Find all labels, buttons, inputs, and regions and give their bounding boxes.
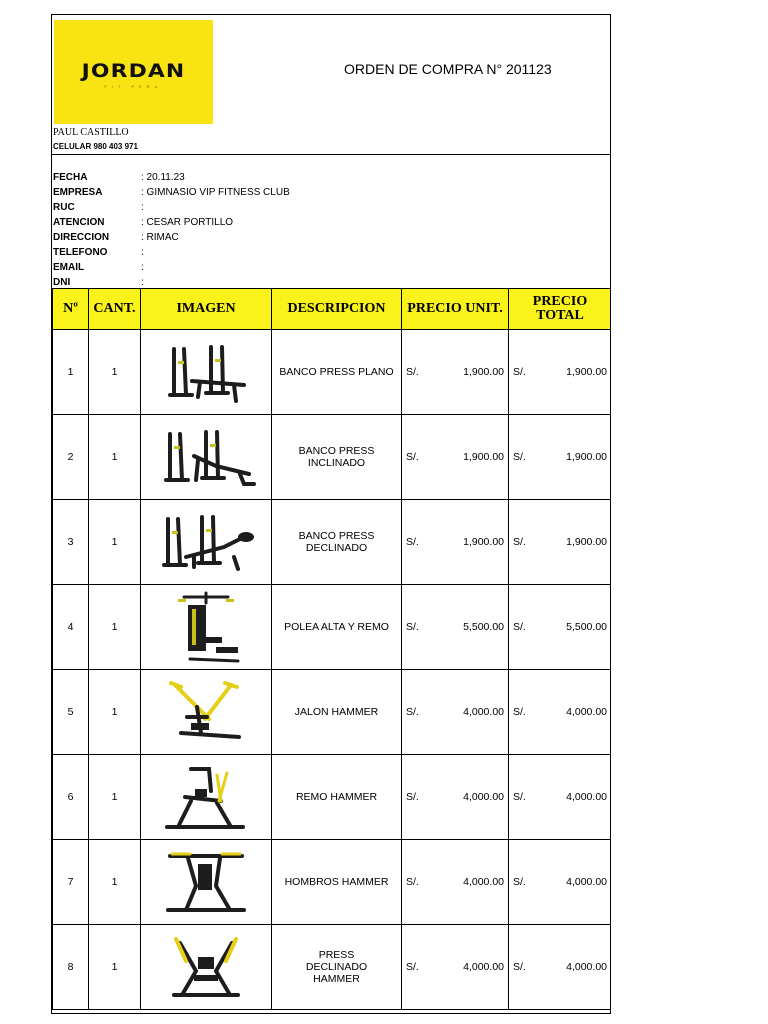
info-label: DIRECCION bbox=[53, 232, 110, 243]
total-amount: 1,900.00 bbox=[566, 536, 607, 548]
header-divider bbox=[52, 154, 610, 155]
lat-pulldown-row-machine-icon bbox=[166, 589, 246, 665]
order-info bbox=[52, 170, 610, 290]
hammer-shoulder-press-icon bbox=[160, 846, 252, 918]
row-description: REMO HAMMER bbox=[272, 755, 402, 840]
row-unit-price bbox=[402, 585, 509, 670]
row-number: 1 bbox=[53, 330, 89, 415]
info-label: DNI bbox=[53, 277, 71, 288]
currency-symbol: S/. bbox=[406, 451, 419, 463]
row-total bbox=[509, 840, 612, 925]
flat-bench-press-icon bbox=[156, 337, 256, 407]
unit-price-amount: 1,900.00 bbox=[463, 366, 504, 378]
row-quantity: 1 bbox=[89, 925, 141, 1010]
total-amount: 4,000.00 bbox=[566, 706, 607, 718]
row-number: 8 bbox=[53, 925, 89, 1010]
row-image bbox=[141, 925, 272, 1010]
currency-symbol: S/. bbox=[406, 876, 419, 888]
info-label: RUC bbox=[53, 202, 75, 213]
row-description: POLEA ALTA Y REMO bbox=[272, 585, 402, 670]
decline-bench-press-icon bbox=[154, 507, 259, 577]
row-total bbox=[509, 755, 612, 840]
row-quantity: 1 bbox=[89, 330, 141, 415]
hammer-pulldown-machine-icon bbox=[161, 677, 251, 747]
table-header-row bbox=[53, 289, 612, 330]
contact-phone: CELULAR 980 403 971 bbox=[53, 142, 138, 151]
logo-subtext: FIT PERU bbox=[104, 84, 163, 89]
currency-symbol: S/. bbox=[406, 536, 419, 548]
row-unit-price bbox=[402, 925, 509, 1010]
row-total bbox=[509, 670, 612, 755]
info-value: : bbox=[141, 262, 144, 273]
row-image bbox=[141, 415, 272, 500]
unit-price-amount: 4,000.00 bbox=[463, 706, 504, 718]
currency-symbol: S/. bbox=[513, 876, 526, 888]
row-unit-price bbox=[402, 330, 509, 415]
info-row-direccion bbox=[52, 230, 610, 245]
currency-symbol: S/. bbox=[513, 366, 526, 378]
table-row bbox=[53, 670, 612, 755]
header-total-price bbox=[509, 289, 612, 330]
unit-price-amount: 4,000.00 bbox=[463, 876, 504, 888]
unit-price-amount: 4,000.00 bbox=[463, 791, 504, 803]
row-unit-price bbox=[402, 670, 509, 755]
row-quantity: 1 bbox=[89, 415, 141, 500]
currency-symbol: S/. bbox=[513, 536, 526, 548]
row-image bbox=[141, 585, 272, 670]
row-description bbox=[272, 925, 402, 1010]
total-amount: 1,900.00 bbox=[566, 366, 607, 378]
header-unit-price: PRECIO UNIT. bbox=[402, 289, 509, 330]
table-row bbox=[53, 500, 612, 585]
table-row bbox=[53, 415, 612, 500]
info-row-telefono bbox=[52, 245, 610, 260]
unit-price-amount: 4,000.00 bbox=[463, 961, 504, 973]
info-label: EMAIL bbox=[53, 262, 85, 273]
row-unit-price bbox=[402, 500, 509, 585]
total-amount: 5,500.00 bbox=[566, 621, 607, 633]
row-quantity: 1 bbox=[89, 670, 141, 755]
total-amount: 1,900.00 bbox=[566, 451, 607, 463]
row-total bbox=[509, 585, 612, 670]
row-number: 5 bbox=[53, 670, 89, 755]
row-quantity: 1 bbox=[89, 755, 141, 840]
row-description: HOMBROS HAMMER bbox=[272, 840, 402, 925]
unit-price-amount: 1,900.00 bbox=[463, 451, 504, 463]
currency-symbol: S/. bbox=[406, 621, 419, 633]
hammer-row-machine-icon bbox=[161, 761, 251, 833]
currency-symbol: S/. bbox=[513, 451, 526, 463]
row-unit-price bbox=[402, 415, 509, 500]
purchase-order-sheet bbox=[51, 14, 611, 1014]
row-description: BANCO PRESS PLANO bbox=[272, 330, 402, 415]
table-row bbox=[53, 330, 612, 415]
row-total bbox=[509, 330, 612, 415]
currency-symbol: S/. bbox=[406, 961, 419, 973]
info-label: EMPRESA bbox=[53, 187, 103, 198]
row-number: 2 bbox=[53, 415, 89, 500]
info-row-email bbox=[52, 260, 610, 275]
order-title: ORDEN DE COMPRA N° 201123 bbox=[344, 61, 552, 77]
currency-symbol: S/. bbox=[406, 366, 419, 378]
row-number: 4 bbox=[53, 585, 89, 670]
row-number: 6 bbox=[53, 755, 89, 840]
info-row-ruc bbox=[52, 200, 610, 215]
currency-symbol: S/. bbox=[406, 706, 419, 718]
row-quantity: 1 bbox=[89, 585, 141, 670]
currency-symbol: S/. bbox=[513, 791, 526, 803]
row-number: 3 bbox=[53, 500, 89, 585]
table-row bbox=[53, 585, 612, 670]
table-row bbox=[53, 925, 612, 1010]
row-description: JALON HAMMER bbox=[272, 670, 402, 755]
unit-price-amount: 1,900.00 bbox=[463, 536, 504, 548]
table-row bbox=[53, 840, 612, 925]
row-description-text: PRESS DECLINADO HAMMER bbox=[305, 949, 368, 985]
currency-symbol: S/. bbox=[513, 961, 526, 973]
row-description: BANCO PRESS DECLINADO bbox=[272, 500, 402, 585]
row-image bbox=[141, 670, 272, 755]
total-amount: 4,000.00 bbox=[566, 876, 607, 888]
currency-symbol: S/. bbox=[406, 791, 419, 803]
info-value: : bbox=[141, 277, 144, 288]
company-logo bbox=[54, 20, 213, 124]
info-label: ATENCION bbox=[53, 217, 105, 228]
row-image bbox=[141, 330, 272, 415]
info-value: : 20.11.23 bbox=[141, 172, 185, 183]
row-unit-price bbox=[402, 840, 509, 925]
contact-name: PAUL CASTILLO bbox=[53, 127, 129, 138]
items-table bbox=[52, 288, 611, 1010]
table-row bbox=[53, 755, 612, 840]
header-image: IMAGEN bbox=[141, 289, 272, 330]
unit-price-amount: 5,500.00 bbox=[463, 621, 504, 633]
currency-symbol: S/. bbox=[513, 621, 526, 633]
info-label: FECHA bbox=[53, 172, 88, 183]
incline-bench-press-icon bbox=[154, 422, 259, 492]
info-value: : CESAR PORTILLO bbox=[141, 217, 234, 228]
total-amount: 4,000.00 bbox=[566, 791, 607, 803]
info-row-empresa bbox=[52, 185, 610, 200]
header-description: DESCRIPCION bbox=[272, 289, 402, 330]
logo-wordmark: JORDAN bbox=[81, 60, 186, 82]
info-value: : bbox=[141, 202, 144, 213]
row-total bbox=[509, 415, 612, 500]
header-quantity: CANT. bbox=[89, 289, 141, 330]
row-quantity: 1 bbox=[89, 840, 141, 925]
row-unit-price bbox=[402, 755, 509, 840]
header-number: Nº bbox=[53, 289, 89, 330]
row-image bbox=[141, 840, 272, 925]
info-row-atencion bbox=[52, 215, 610, 230]
total-amount: 4,000.00 bbox=[566, 961, 607, 973]
hammer-decline-press-icon bbox=[166, 931, 246, 1003]
row-image bbox=[141, 500, 272, 585]
row-total bbox=[509, 925, 612, 1010]
row-image bbox=[141, 755, 272, 840]
row-total bbox=[509, 500, 612, 585]
row-number: 7 bbox=[53, 840, 89, 925]
info-label: TELEFONO bbox=[53, 247, 108, 258]
info-value: : RIMAC bbox=[141, 232, 179, 243]
row-description: BANCO PRESS INCLINADO bbox=[272, 415, 402, 500]
info-row-fecha bbox=[52, 170, 610, 185]
info-value: : GIMNASIO VIP FITNESS CLUB bbox=[141, 187, 290, 198]
header-total-price-label: PRECIO TOTAL bbox=[532, 294, 588, 323]
info-value: : bbox=[141, 247, 144, 258]
currency-symbol: S/. bbox=[513, 706, 526, 718]
row-quantity: 1 bbox=[89, 500, 141, 585]
